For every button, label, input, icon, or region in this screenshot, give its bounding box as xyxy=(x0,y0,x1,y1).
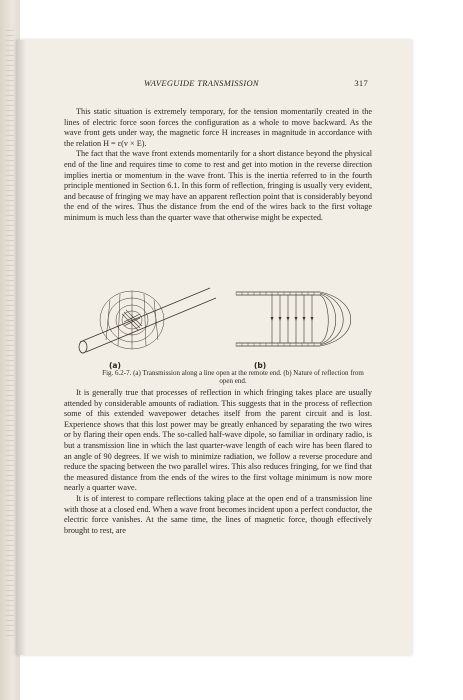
body-text-bottom xyxy=(64,388,372,536)
page-header xyxy=(72,78,368,90)
figure-label-b: (b) xyxy=(254,361,267,370)
page-stack-edges xyxy=(6,30,14,640)
paragraph: This static situation is extremely temporary, for the tension momentarily created in the lines of electric force soon forces the configuration as a whole to move backward. As the wave front gets under way, the magnetic force H increases in magnitude in accordance with the relation H = ε(v × E). xyxy=(64,107,372,148)
figure-label-a: (a) xyxy=(109,361,121,370)
running-head: WAVEGUIDE TRANSMISSION xyxy=(144,78,259,88)
page-gutter-shadow xyxy=(16,40,26,655)
paragraph: The fact that the wave front extends momentarily for a short distance beyond the physical end of the line and requires time to come to rest and get into motion in the reverse direction implies inertia or momentum in the wave front. This is the inertia referred to in the fourth principle mentioned in Section 6.1. In this form of reflection, fringing is usually very evident, and because of fringing we may have an apparent reflection point that is considerably beyond the end of the wires. Thus the distance from the end of the wires back to the first voltage minimum is much less than the quarter wave that otherwise might be expected. xyxy=(64,149,372,222)
figure-caption: Fig. 6.2-7. (a) Transmission along a line open at the remote end. (b) Nature of reflection from open end. xyxy=(102,369,364,386)
figure-6-2-7 xyxy=(74,264,374,394)
diagram-a xyxy=(79,288,216,353)
figure-drawing xyxy=(74,264,374,364)
page-number: 317 xyxy=(354,78,368,88)
body-text-top xyxy=(64,107,372,224)
diagram-b xyxy=(236,292,351,346)
book-page xyxy=(16,40,412,655)
paragraph: It is of interest to compare reflections taking place at the open end of a transmission line with those at a closed end. When a wave front becomes incident upon a perfect conductor, the electric force vanishes. At the same time, the lines of magnetic force, though effectively brought to rest, are xyxy=(64,493,372,535)
paragraph: It is generally true that processes of reflection in which fringing takes place are usually attended by considerable amounts of radiation. This suggests that in the process of reflection some of this extended wavepower detaches itself from the parent circuit and is lost. Experience shows that this lost power may be greatly enhanced by separating the two wires or by flaring their open ends. The so-called half-wave dipole, so familiar in ordinary radio, is but a transmission line in which the last quarter-wave length of each wire has been flared to an angle of 90 degrees. If we wish to minimize radiation, we follow a reverse procedure and reduce the spacing between the two parallel wires. This also reduces fringing, for we find that the measured distance from the ends of the wires to the first voltage minimum is now more nearly a quarter wave. xyxy=(64,388,372,493)
